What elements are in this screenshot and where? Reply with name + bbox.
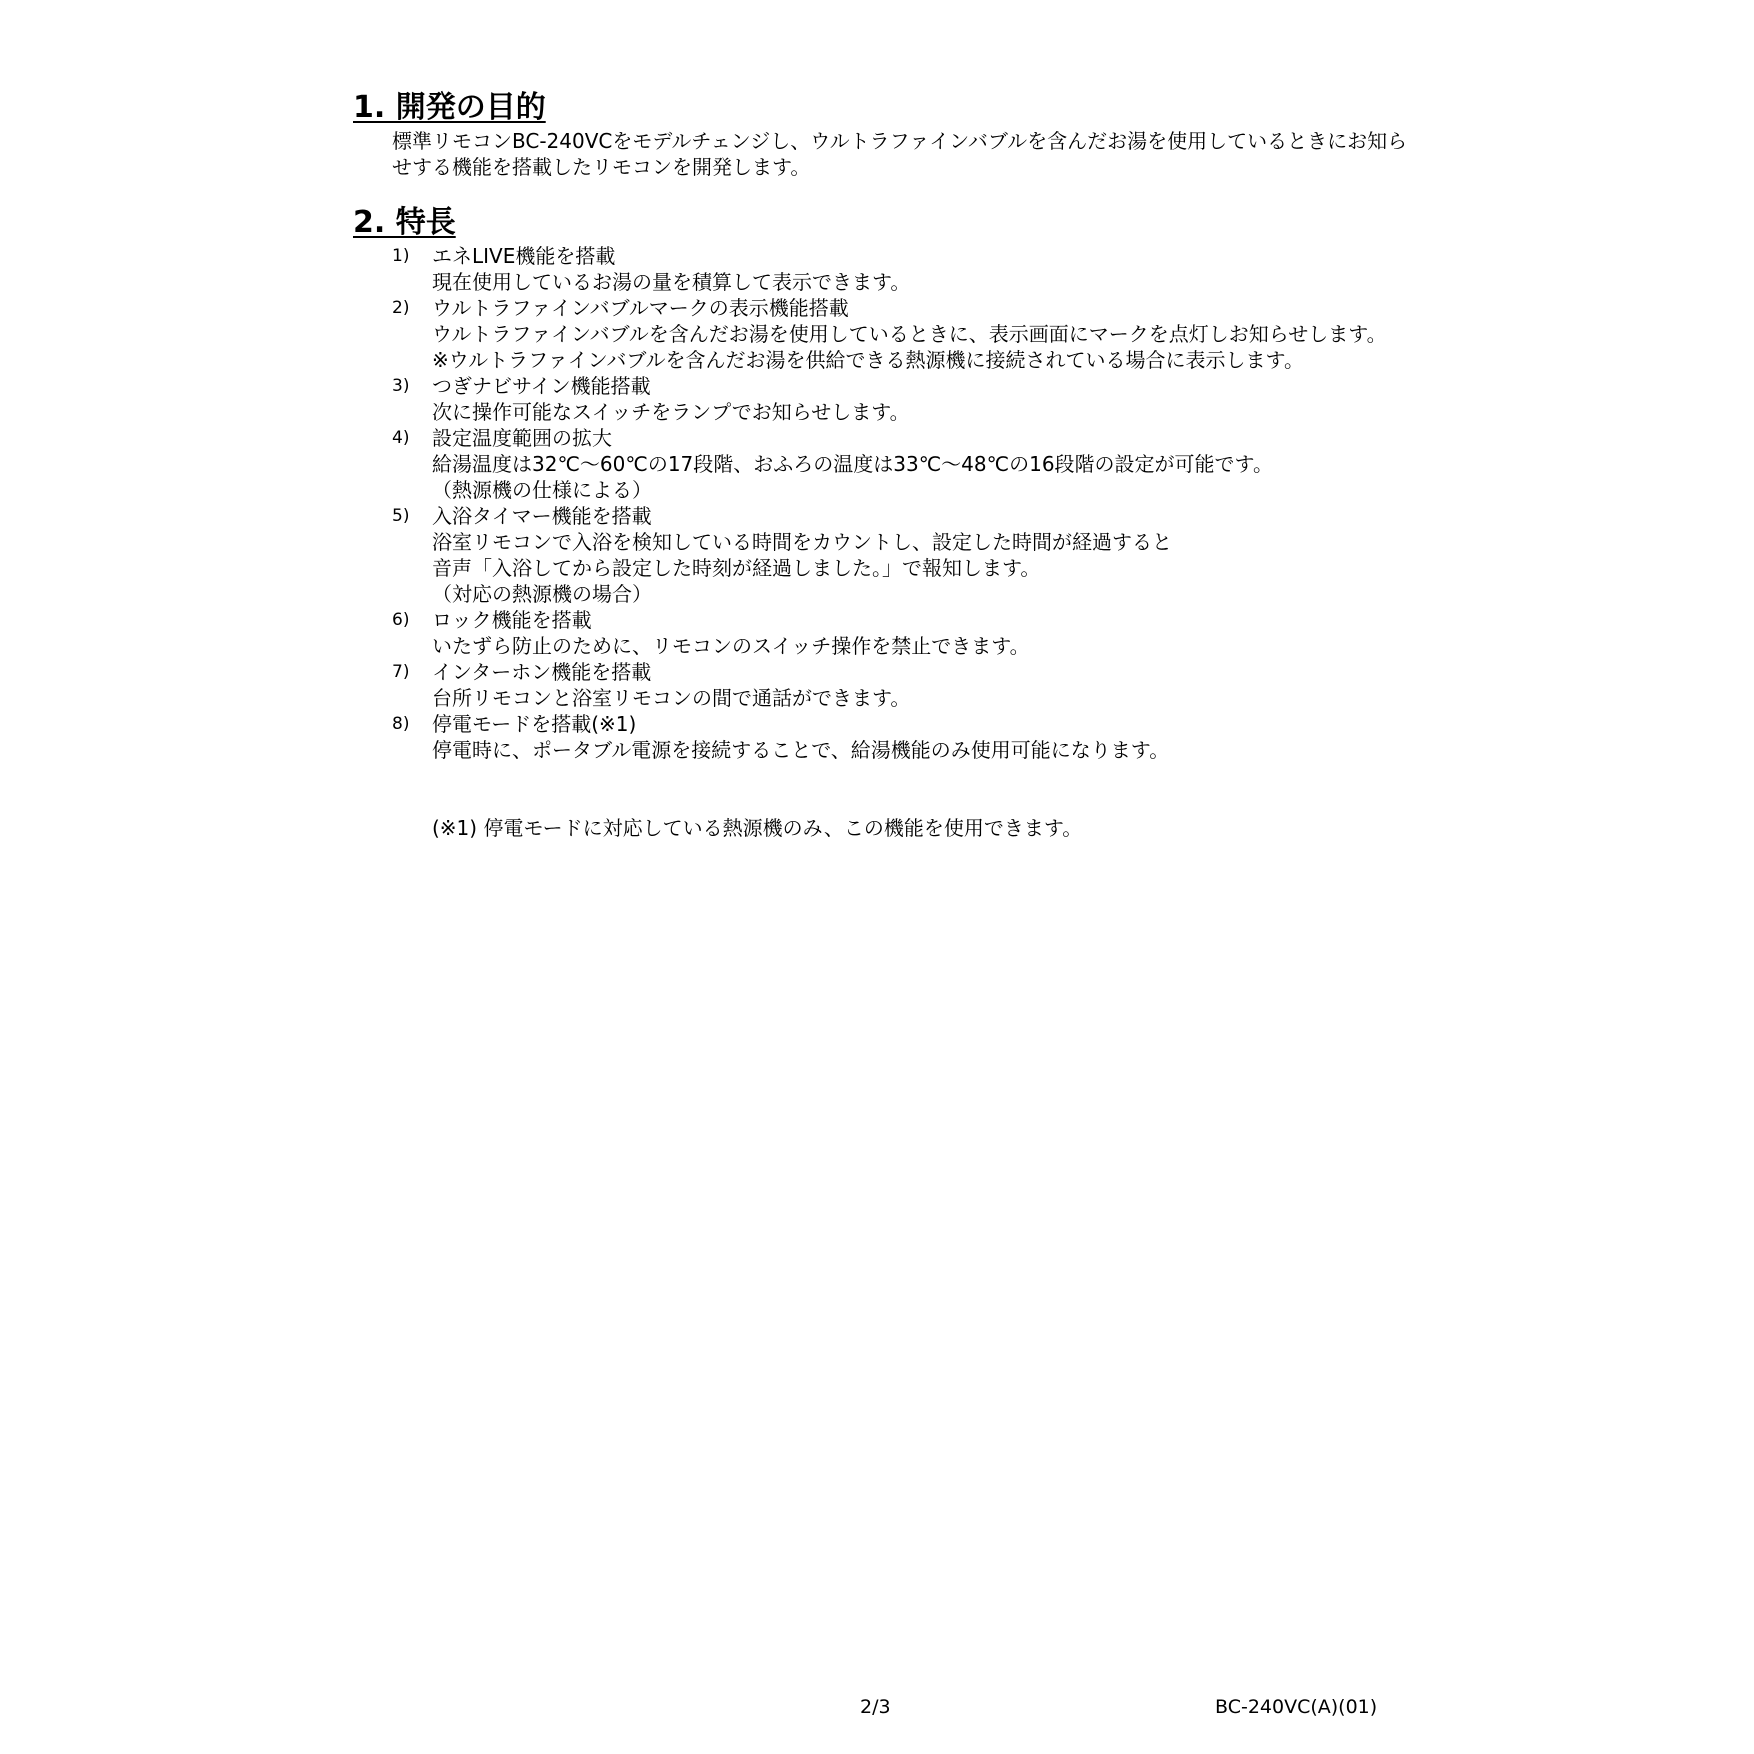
feature-description: 現在使用しているお湯の量を積算して表示できます。 <box>432 270 911 294</box>
feature-title: エネLIVE機能を搭載 <box>432 244 616 268</box>
feature-description: 停電時に、ポータブル電源を接続することで、給湯機能のみ使用可能になります。 <box>432 738 1170 762</box>
feature-description: 音声「入浴してから設定した時刻が経過しました。」で報知します。 <box>432 556 1041 580</box>
section-heading-features: 2. 特長 <box>353 205 456 240</box>
feature-item <box>392 659 1422 711</box>
feature-item <box>392 607 1422 659</box>
document-code: BC-240VC(A)(01) <box>1215 1696 1378 1718</box>
feature-item <box>392 243 1422 295</box>
feature-note: （対応の熱源機の場合） <box>432 582 652 606</box>
feature-number: 4) <box>392 428 410 448</box>
feature-title: ウルトラファインバブルマークの表示機能搭載 <box>432 296 849 320</box>
feature-title: 入浴タイマー機能を搭載 <box>432 504 652 528</box>
feature-description: ウルトラファインバブルを含んだお湯を使用しているときに、表示画面にマークを点灯しお知らせします。 <box>432 322 1387 346</box>
footnote: (※1) 停電モードに対応している熱源機のみ、この機能を使用できます。 <box>432 816 1083 840</box>
feature-title: 停電モードを搭載(※1) <box>432 712 637 736</box>
feature-item <box>392 295 1422 373</box>
feature-list <box>392 243 1422 763</box>
feature-title: ロック機能を搭載 <box>432 608 592 632</box>
feature-title: インターホン機能を搭載 <box>432 660 652 684</box>
feature-number: 8) <box>392 714 410 734</box>
feature-item <box>392 425 1422 503</box>
feature-note: ※ウルトラファインバブルを含んだお湯を供給できる熱源機に接続されている場合に表示します。 <box>432 348 1304 372</box>
section-heading-purpose: 1. 開発の目的 <box>353 90 546 125</box>
purpose-paragraph: 標準リモコンBC-240VCをモデルチェンジし、ウルトラファインバブルを含んだお湯を使用しているときにお知らせする機能を搭載したリモコンを開発します。 <box>392 129 1408 179</box>
feature-note: （熱源機の仕様による） <box>432 478 652 502</box>
feature-description: 台所リモコンと浴室リモコンの間で通話ができます。 <box>432 686 911 710</box>
feature-number: 6) <box>392 610 410 630</box>
feature-description: 給湯温度は32℃～60℃の17段階、おふろの温度は33℃～48℃の16段階の設定が可能です。 <box>432 452 1273 476</box>
feature-number: 1) <box>392 246 410 266</box>
feature-number: 2) <box>392 298 410 318</box>
feature-item <box>392 503 1422 607</box>
feature-number: 5) <box>392 506 410 526</box>
feature-number: 3) <box>392 376 410 396</box>
feature-description: 浴室リモコンで入浴を検知している時間をカウントし、設定した時間が経過すると <box>432 530 1172 554</box>
feature-number: 7) <box>392 662 410 682</box>
feature-description: 次に操作可能なスイッチをランプでお知らせします。 <box>432 400 910 424</box>
feature-title: 設定温度範囲の拡大 <box>432 426 612 450</box>
feature-description: いたずら防止のために、リモコンのスイッチ操作を禁止できます。 <box>432 634 1030 658</box>
feature-title: つぎナビサイン機能搭載 <box>432 374 651 398</box>
feature-item <box>392 711 1422 763</box>
feature-item <box>392 373 1422 425</box>
page-number: 2/3 <box>860 1696 891 1718</box>
